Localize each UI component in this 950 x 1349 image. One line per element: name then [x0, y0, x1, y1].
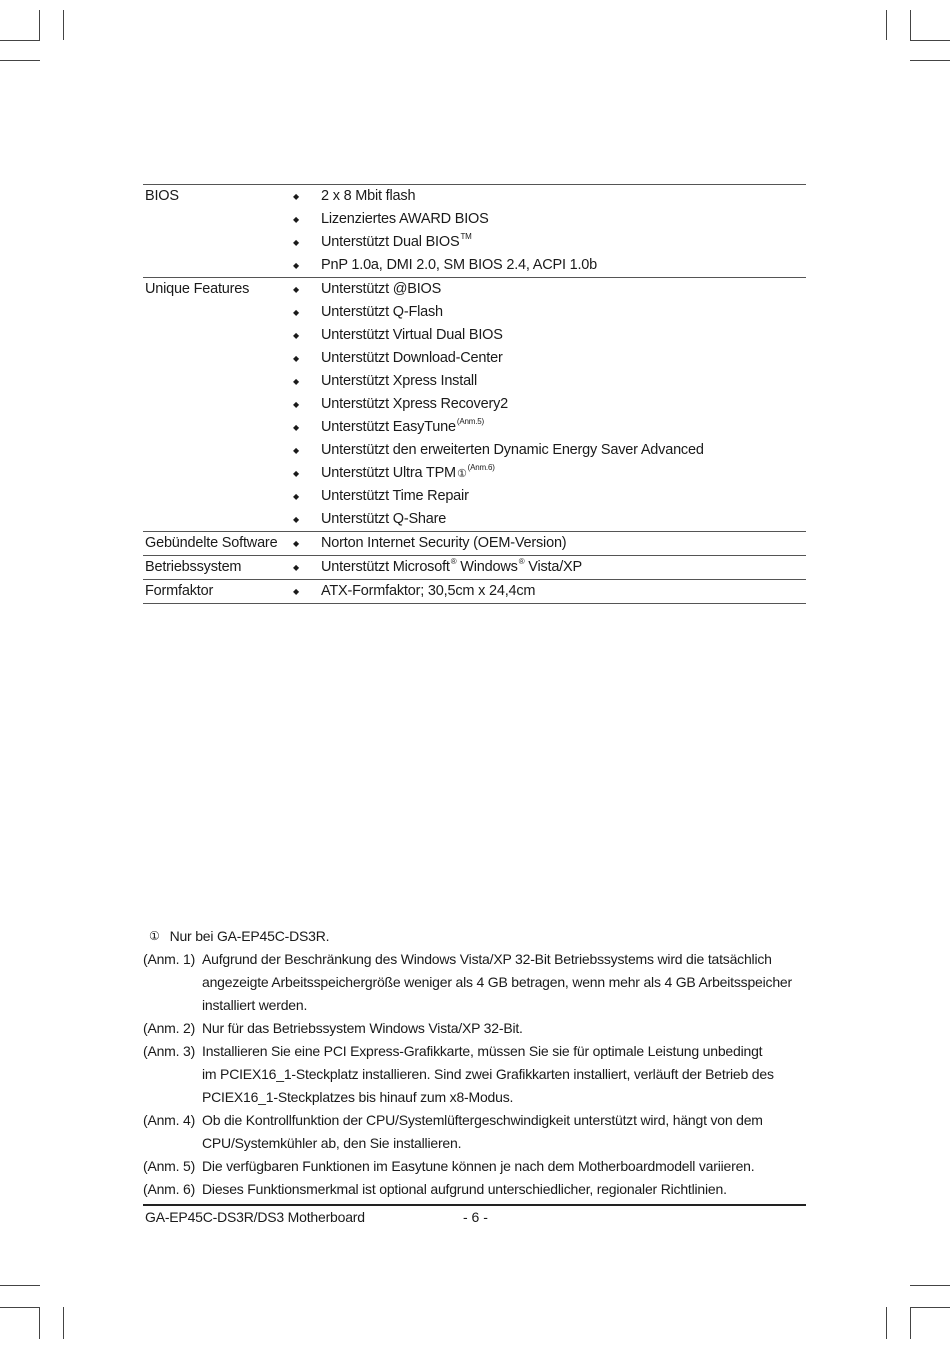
- diamond-bullet-icon: ◆: [293, 308, 299, 317]
- spec-item: [321, 231, 472, 254]
- note-line: im PCIEX16_1-Steckplatz installieren. Sind zwei Grafikkarten installiert, verläuft der Betrieb des: [202, 1066, 774, 1082]
- note-tag: (Anm. 5): [143, 1158, 196, 1174]
- spec-item: [321, 324, 503, 347]
- superscript: (Anm.5): [456, 417, 484, 426]
- page-number: - 6 -: [463, 1209, 488, 1225]
- spec-item: [321, 532, 566, 555]
- diamond-bullet-icon: ◆: [293, 354, 299, 363]
- note-line: Dieses Funktionsmerkmal ist optional aufgrund unterschiedlicher, regionaler Richtlinien.: [202, 1181, 727, 1197]
- footer-divider: [143, 1204, 806, 1206]
- note-line: PCIEX16_1-Steckplatzes bis hinauf zum x8-Modus.: [202, 1089, 514, 1105]
- crop-mark: [910, 1307, 911, 1339]
- spec-item-text: Unterstützt Q-Share: [321, 511, 447, 527]
- spec-row: [143, 508, 806, 531]
- spec-label: Unique Features: [145, 281, 250, 297]
- spec-row: [143, 254, 806, 277]
- spec-item: [321, 347, 503, 370]
- spec-row: [143, 324, 806, 347]
- spec-group: [143, 532, 806, 556]
- spec-item: [321, 278, 441, 301]
- spec-item: [321, 439, 704, 462]
- spec-item-text: 2 x 8 Mbit flash: [321, 188, 416, 204]
- spec-item-text: Windows: [456, 559, 518, 575]
- diamond-bullet-icon: ◆: [293, 400, 299, 409]
- spec-row: [143, 208, 806, 231]
- diamond-bullet-icon: ◆: [293, 515, 299, 524]
- spec-label: Formfaktor: [145, 583, 214, 599]
- spec-item-text: PnP 1.0a, DMI 2.0, SM BIOS 2.4, ACPI 1.0b: [321, 257, 598, 273]
- spec-item: [321, 370, 477, 393]
- notes-list: [143, 948, 823, 1201]
- spec-item-text: Vista/XP: [524, 559, 582, 575]
- note-item: [143, 1040, 823, 1109]
- superscript: ®: [518, 557, 525, 566]
- note-tag: (Anm. 3): [143, 1043, 196, 1059]
- spec-group: [143, 580, 806, 604]
- diamond-bullet-icon: ◆: [293, 469, 299, 478]
- spec-item: [321, 485, 469, 508]
- spec-item-text: Unterstützt Ultra TPM: [321, 465, 456, 481]
- superscript: ®: [450, 557, 457, 566]
- spec-item-text: Unterstützt Xpress Install: [321, 373, 477, 389]
- note-line: installiert werden.: [202, 997, 308, 1013]
- note-tag: (Anm. 6): [143, 1181, 196, 1197]
- note-item: [143, 1109, 823, 1155]
- diamond-bullet-icon: ◆: [293, 192, 299, 201]
- diamond-bullet-icon: ◆: [293, 492, 299, 501]
- spec-item-text: Unterstützt den erweiterten Dynamic Energy Saver Advanced: [321, 442, 704, 458]
- spec-item-text: Unterstützt Microsoft: [321, 559, 450, 575]
- note-body: [202, 948, 812, 1017]
- diamond-bullet-icon: ◆: [293, 285, 299, 294]
- spec-item-text: Unterstützt Q-Flash: [321, 304, 443, 320]
- crop-mark: [886, 1307, 887, 1339]
- note-tag: (Anm. 4): [143, 1112, 196, 1128]
- spec-item-text: Unterstützt EasyTune: [321, 419, 456, 435]
- diamond-bullet-icon: ◆: [293, 238, 299, 247]
- spec-row: [143, 185, 806, 208]
- spec-label: Betriebssystem: [145, 559, 242, 575]
- diamond-bullet-icon: ◆: [293, 563, 299, 572]
- spec-item: [321, 580, 535, 603]
- note-item: [143, 948, 823, 1017]
- spec-item-text: Unterstützt Xpress Recovery2: [321, 396, 508, 412]
- crop-mark: [910, 1285, 950, 1286]
- note-item: [143, 1155, 823, 1178]
- spec-label: Gebündelte Software: [145, 535, 278, 551]
- superscript: (Anm.6): [467, 463, 495, 472]
- spec-row: [143, 556, 806, 579]
- note-model-only: [143, 925, 823, 948]
- diamond-bullet-icon: ◆: [293, 539, 299, 548]
- spec-row: [143, 347, 806, 370]
- spec-row: [143, 462, 806, 485]
- note-line: angezeigte Arbeitsspeichergröße weniger als 4 GB betragen, wenn mehr als 4 GB Arbeitsspeicher: [202, 974, 792, 990]
- note-body: [202, 1109, 812, 1155]
- crop-mark: [63, 1307, 64, 1339]
- crop-mark: [63, 10, 64, 40]
- spec-item-text: Unterstützt Time Repair: [321, 488, 469, 504]
- note-item: [143, 1017, 823, 1040]
- spec-item: [321, 508, 446, 531]
- note-line: Installieren Sie eine PCI Express-Grafikkarte, müssen Sie sie für optimale Leistung unbedingt: [202, 1043, 763, 1059]
- crop-mark: [910, 1307, 950, 1308]
- diamond-bullet-icon: ◆: [293, 587, 299, 596]
- superscript: TM: [460, 232, 472, 241]
- note-line: Ob die Kontrollfunktion der CPU/Systemlüftergeschwindigkeit unterstützt wird, hängt von dem: [202, 1112, 763, 1128]
- crop-mark: [910, 40, 950, 41]
- spec-item: [321, 393, 508, 416]
- spec-row: [143, 485, 806, 508]
- spec-row: [143, 532, 806, 555]
- note-line: Die verfügbaren Funktionen im Easytune können je nach dem Motherboardmodell variieren.: [202, 1158, 755, 1174]
- note-tag: (Anm. 2): [143, 1020, 196, 1036]
- spec-item-text: Lizenziertes AWARD BIOS: [321, 211, 489, 227]
- crop-mark: [910, 10, 911, 40]
- note-line: Aufgrund der Beschränkung des Windows Vista/XP 32-Bit Betriebssystems wird die tatsächlich: [202, 951, 772, 967]
- spec-row: [143, 580, 806, 603]
- crop-mark: [910, 60, 950, 61]
- crop-mark: [0, 60, 40, 61]
- spec-item-text: Unterstützt @BIOS: [321, 281, 442, 297]
- note-body: [202, 1017, 812, 1040]
- spec-item-text: Unterstützt Virtual Dual BIOS: [321, 327, 503, 343]
- spec-item: [321, 254, 597, 277]
- spec-item: [321, 556, 582, 579]
- spec-item-text: Unterstützt Dual BIOS: [321, 234, 460, 250]
- spec-group: [143, 278, 806, 532]
- spec-item: [321, 462, 495, 486]
- note-body: [202, 1040, 812, 1109]
- spec-table: [143, 184, 806, 604]
- spec-group: [143, 556, 806, 580]
- note-body: [202, 1178, 812, 1201]
- spec-row: [143, 231, 806, 254]
- note-line: CPU/Systemkühler ab, den Sie installieren.: [202, 1135, 462, 1151]
- spec-item-text: ATX-Formfaktor; 30,5cm x 24,4cm: [321, 583, 536, 599]
- note-body: [202, 1155, 812, 1178]
- note-line: Nur für das Betriebssystem Windows Vista/XP 32-Bit.: [202, 1020, 523, 1036]
- spec-group: [143, 185, 806, 278]
- spec-item: [321, 185, 415, 208]
- diamond-bullet-icon: ◆: [293, 446, 299, 455]
- spec-item: [321, 416, 484, 439]
- crop-mark: [0, 40, 40, 41]
- note-item: [143, 1178, 823, 1201]
- spec-row: [143, 393, 806, 416]
- spec-row: [143, 301, 806, 324]
- circled-one-marker: ①: [456, 468, 467, 480]
- crop-mark: [39, 1307, 40, 1339]
- spec-item-text: Norton Internet Security (OEM-Version): [321, 535, 567, 551]
- spec-item-text: Unterstützt Download-Center: [321, 350, 503, 366]
- diamond-bullet-icon: ◆: [293, 215, 299, 224]
- crop-mark: [886, 10, 887, 40]
- spec-row: [143, 439, 806, 462]
- note-text: Nur bei GA-EP45C-DS3R.: [169, 928, 330, 944]
- diamond-bullet-icon: ◆: [293, 261, 299, 270]
- circled-one-marker: ①: [149, 929, 160, 943]
- crop-mark: [0, 1285, 40, 1286]
- spec-row: [143, 370, 806, 393]
- footer-model: GA-EP45C-DS3R/DS3 Motherboard: [145, 1209, 365, 1225]
- crop-mark: [39, 10, 40, 40]
- spec-item: [321, 301, 443, 324]
- diamond-bullet-icon: ◆: [293, 423, 299, 432]
- spec-row: [143, 278, 806, 301]
- spec-item: [321, 208, 489, 231]
- crop-mark: [0, 1307, 40, 1308]
- spec-label: BIOS: [145, 188, 179, 204]
- spec-row: [143, 416, 806, 439]
- note-tag: (Anm. 1): [143, 951, 196, 967]
- notes-section: [143, 925, 823, 1201]
- diamond-bullet-icon: ◆: [293, 377, 299, 386]
- diamond-bullet-icon: ◆: [293, 331, 299, 340]
